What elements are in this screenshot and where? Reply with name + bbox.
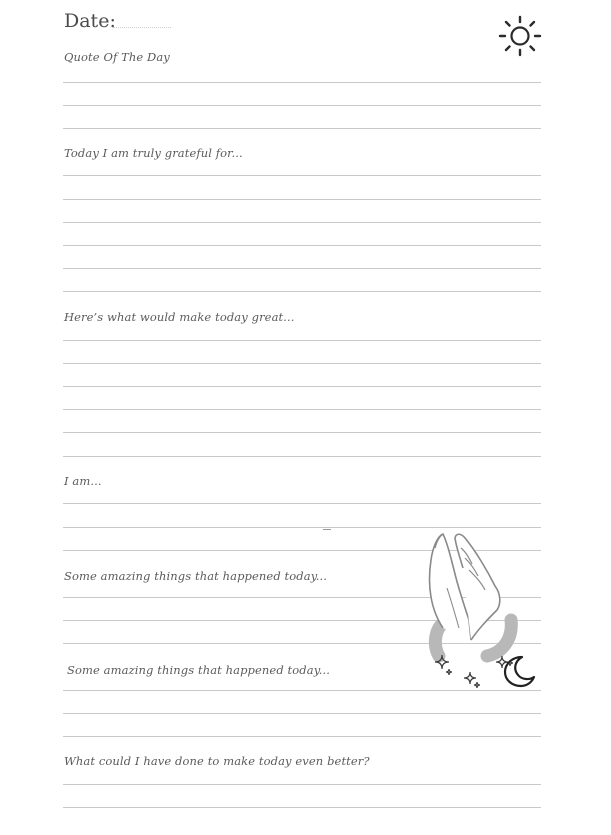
section-label-quote: Quote Of The Day: [64, 50, 170, 64]
writing-line[interactable]: [63, 736, 541, 737]
date-label: Date:: [64, 10, 116, 32]
writing-line[interactable]: [63, 245, 541, 246]
section-label-amazing-2: Some amazing things that happened today...: [67, 663, 331, 677]
writing-line[interactable]: [63, 784, 541, 785]
writing-line[interactable]: [63, 503, 541, 504]
sun-icon: [497, 14, 543, 58]
section-label-i-am: I am...: [64, 474, 102, 488]
writing-line[interactable]: [63, 340, 541, 341]
writing-line[interactable]: [63, 291, 541, 292]
stray-mark: [323, 529, 331, 530]
section-label-better: What could I have done to make today even better?: [64, 754, 370, 768]
writing-line[interactable]: [63, 175, 541, 176]
writing-line[interactable]: [63, 128, 541, 129]
writing-line[interactable]: [63, 386, 541, 387]
writing-line[interactable]: [63, 432, 541, 433]
writing-line[interactable]: [63, 456, 541, 457]
section-label-great: Here’s what would make today great...: [64, 310, 295, 324]
crescent-moon-icon: [500, 654, 538, 688]
section-label-grateful: Today I am truly grateful for...: [64, 146, 243, 160]
writing-line[interactable]: [63, 105, 541, 106]
writing-line[interactable]: [63, 363, 541, 364]
writing-line[interactable]: [63, 222, 541, 223]
writing-line[interactable]: [63, 82, 541, 83]
writing-line[interactable]: [63, 199, 541, 200]
writing-line[interactable]: [63, 807, 541, 808]
praying-hands-icon: [425, 528, 520, 668]
writing-line[interactable]: [63, 409, 541, 410]
writing-line[interactable]: [63, 713, 541, 714]
section-label-amazing-1: Some amazing things that happened today...: [64, 569, 328, 583]
writing-line[interactable]: [63, 268, 541, 269]
date-field[interactable]: [113, 27, 171, 28]
